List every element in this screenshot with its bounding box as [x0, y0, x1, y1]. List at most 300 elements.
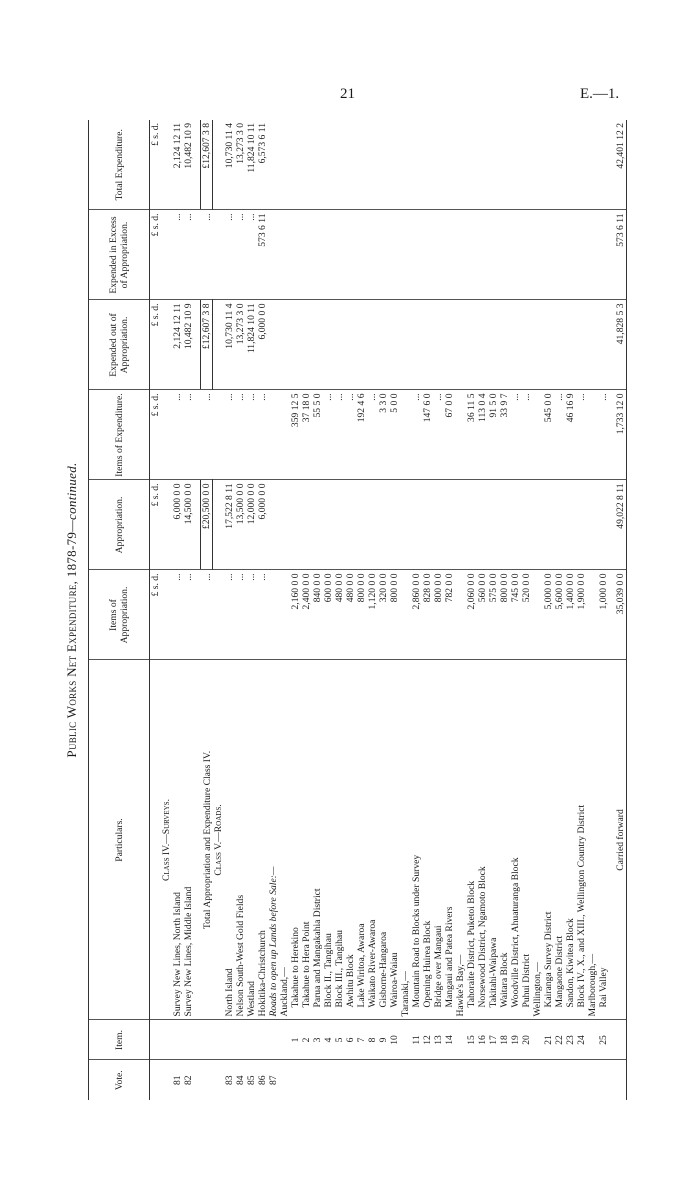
item-cell: 18	[499, 1020, 510, 1060]
items-expenditure-cell: 67 0 0	[444, 390, 455, 480]
particulars-cell: Wellington,—	[532, 660, 543, 1020]
expended-excess-cell	[532, 210, 543, 300]
table-row	[400, 120, 411, 1100]
items-expenditure-cell: ...	[235, 390, 246, 480]
expended-out-cell	[290, 300, 301, 390]
table-row	[488, 120, 499, 1100]
item-cell: 9	[378, 1020, 389, 1060]
expended-excess-cell: 573 6 11	[257, 210, 268, 300]
currency-row	[150, 120, 162, 1100]
expended-out-cell	[576, 300, 587, 390]
vote-cell	[598, 1060, 609, 1100]
table-row	[444, 120, 455, 1100]
total-expenditure-cell	[411, 120, 422, 210]
appropriation-cell	[499, 480, 510, 570]
particulars-cell: Puhui District	[521, 660, 532, 1020]
currency-label: £ s. d.	[150, 570, 162, 660]
vote-cell: 82	[183, 1075, 194, 1086]
table-row	[345, 120, 356, 1100]
total-expenditure-cell	[499, 120, 510, 210]
total-expenditure-cell	[488, 120, 499, 210]
items-expenditure-cell: ...	[411, 390, 422, 480]
appropriation-cell	[290, 480, 301, 570]
page-title	[64, 120, 80, 1100]
items-appropriation-cell: 1,400 0 0	[565, 570, 576, 660]
items-appropriation-cell	[268, 570, 279, 660]
table-row	[356, 120, 367, 1100]
items-expenditure-cell: 113 0 4	[477, 390, 488, 480]
table-row	[422, 120, 433, 1100]
vote-cell	[323, 1060, 334, 1100]
expended-out-cell	[499, 300, 510, 390]
item-cell	[532, 1020, 543, 1060]
item-cell: 8	[367, 1020, 378, 1060]
particulars-cell: Mangaui and Patea Rivers	[444, 660, 455, 1020]
total-expenditure-cell: 6,573 6 11	[257, 120, 268, 210]
vote-cell	[587, 1060, 598, 1100]
particulars-cell: Nelson South-West Gold Fields	[235, 660, 246, 1020]
items-expenditure-cell: ...	[201, 390, 213, 480]
expended-out-cell	[334, 300, 345, 390]
expended-out-cell	[422, 300, 433, 390]
expended-excess-cell	[576, 210, 587, 300]
item-cell	[246, 1020, 257, 1060]
particulars-cell: Parua and Mangakahia District	[312, 660, 323, 1020]
items-expenditure-cell: 5 0 0	[389, 390, 400, 480]
items-appropriation-cell: 1,900 0 0	[576, 570, 587, 660]
item-cell	[224, 1020, 235, 1060]
particulars-cell: Survey New Lines, North Island	[172, 660, 183, 1020]
particulars-cell: Block II., Tangihau	[323, 660, 334, 1020]
vote-cell: 83	[224, 1075, 235, 1086]
class-heading-row	[161, 120, 172, 1100]
expended-out-cell	[345, 300, 356, 390]
particulars-cell: Bridge over Mangaui	[433, 660, 444, 1020]
item-cell	[615, 1020, 627, 1060]
particulars-cell: Norsewood District, Ngamoto Block	[477, 660, 488, 1020]
particulars-cell: Mangaone District	[554, 660, 565, 1020]
expended-excess-cell	[389, 210, 400, 300]
empty-cell	[213, 120, 225, 210]
carried-forward-label: Carried forward	[615, 660, 627, 1020]
table-row	[235, 120, 246, 1100]
expended-excess-cell: ...	[224, 210, 235, 300]
total-expenditure-cell: 10,730 11 4	[224, 120, 235, 210]
expended-out-cell	[598, 300, 609, 390]
item-cell: 17	[488, 1020, 499, 1060]
particulars-cell: Tahoraite District, Puketoi Block	[466, 660, 477, 1020]
appropriation-cell	[477, 480, 488, 570]
expended-out-cell: 10,482 10 9	[183, 300, 194, 390]
items-appropriation-cell: 800 0 0	[389, 570, 400, 660]
expended-excess-cell	[323, 210, 334, 300]
col-total-expenditure: Total Expenditure.	[89, 120, 150, 210]
items-appropriation-cell	[455, 570, 466, 660]
particulars-cell: Lake Wiritoa, Awaroa	[356, 660, 367, 1020]
appropriation-cell	[279, 480, 290, 570]
appropriation-cell: 13,500 0 0	[235, 480, 246, 570]
expended-out-cell	[521, 300, 532, 390]
item-cell: 20	[521, 1020, 532, 1060]
rotated-table-page	[64, 120, 624, 1100]
appropriation-cell	[345, 480, 356, 570]
table-row	[510, 120, 521, 1100]
item-cell	[268, 1020, 279, 1060]
vote-cell: 84	[235, 1075, 246, 1086]
appropriation-cell	[466, 480, 477, 570]
table-row	[389, 120, 400, 1100]
items-expenditure-cell: ...	[510, 390, 521, 480]
expended-out-cell	[466, 300, 477, 390]
items-appropriation-cell: 828 0 0	[422, 570, 433, 660]
item-cell: 13	[433, 1020, 444, 1060]
expended-out-cell	[268, 300, 279, 390]
total-expenditure-cell	[290, 120, 301, 210]
expended-out-cell	[444, 300, 455, 390]
items-appropriation-cell: 840 0 0	[312, 570, 323, 660]
table-row	[246, 120, 257, 1100]
vote-cell	[532, 1060, 543, 1100]
col-items-appropriation: Items of Appropriation.	[89, 570, 150, 660]
total-expenditure-cell	[543, 120, 554, 210]
appropriation-cell	[510, 480, 521, 570]
appropriation-cell	[521, 480, 532, 570]
items-appropriation-cell: ...	[257, 570, 268, 660]
expended-excess-cell: ...	[235, 210, 246, 300]
expended-out-cell	[367, 300, 378, 390]
appropriation-cell: 14,500 0 0	[183, 480, 194, 570]
appropriation-cell	[268, 480, 279, 570]
table-body	[150, 120, 627, 1100]
appropriation-cell: 12,000 0 0	[246, 480, 257, 570]
table-row	[290, 120, 301, 1100]
items-appropriation-cell: 5,000 0 0	[543, 570, 554, 660]
vote-cell	[565, 1060, 576, 1100]
items-appropriation-cell: 5,600 0 0	[554, 570, 565, 660]
carried-expended-out: 41,828 5 3	[615, 300, 627, 390]
vote-cell	[433, 1060, 444, 1100]
particulars-cell: North Island	[224, 660, 235, 1020]
expended-excess-cell	[356, 210, 367, 300]
particulars-cell: Takahue to Hera Point	[301, 660, 312, 1020]
vote-cell	[279, 1060, 290, 1100]
expended-excess-cell: ...	[246, 210, 257, 300]
items-appropriation-cell: 560 0 0	[477, 570, 488, 660]
item-cell: 23	[565, 1020, 576, 1060]
item-cell	[213, 1020, 225, 1060]
item-cell: 19	[510, 1020, 521, 1060]
particulars-cell: Block IV., X., and XIII., Wellington Country District	[576, 660, 587, 1020]
item-cell: 5	[334, 1020, 345, 1060]
header-row	[89, 120, 150, 1100]
item-cell: 6	[345, 1020, 356, 1060]
items-expenditure-cell: 3 3 0	[378, 390, 389, 480]
items-expenditure-cell: ...	[334, 390, 345, 480]
items-expenditure-cell	[400, 390, 411, 480]
items-appropriation-cell: 480 0 0	[334, 570, 345, 660]
items-appropriation-cell: 2,860 0 0	[411, 570, 422, 660]
items-expenditure-cell: ...	[554, 390, 565, 480]
appropriation-cell	[488, 480, 499, 570]
particulars-cell: Takahue to Herekino	[290, 660, 301, 1020]
carried-forward-row	[615, 120, 627, 1100]
appropriation-cell	[587, 480, 598, 570]
table-row	[521, 120, 532, 1100]
expended-excess-cell	[367, 210, 378, 300]
table-row	[543, 120, 554, 1100]
particulars-cell: Takitahi-Waipawa	[488, 660, 499, 1020]
expended-excess-cell	[587, 210, 598, 300]
items-expenditure-cell: ...	[576, 390, 587, 480]
expended-out-cell: 11,824 10 11	[246, 300, 257, 390]
particulars-cell: Hawke's Bay,—	[455, 660, 466, 1020]
table-row	[455, 120, 466, 1100]
carried-items-expenditure: 1,733 12 0	[615, 390, 627, 480]
expended-out-cell	[554, 300, 565, 390]
item-cell	[455, 1020, 466, 1060]
appropriation-cell	[400, 480, 411, 570]
expended-excess-cell	[510, 210, 521, 300]
table-row	[576, 120, 587, 1100]
appropriation-cell	[576, 480, 587, 570]
empty-cell	[213, 300, 225, 390]
item-cell: 15	[466, 1020, 477, 1060]
items-appropriation-cell: ...	[235, 570, 246, 660]
item-cell: 1	[290, 1020, 301, 1060]
expended-out-cell: 10,730 11 4	[224, 300, 235, 390]
items-expenditure-cell	[532, 390, 543, 480]
items-expenditure-cell: 91 5 0	[488, 390, 499, 480]
appropriation-cell	[532, 480, 543, 570]
item-cell: 25	[598, 1020, 609, 1060]
appropriation-cell	[598, 480, 609, 570]
items-expenditure-cell: 147 6 0	[422, 390, 433, 480]
table-row	[334, 120, 345, 1100]
expended-excess-cell	[543, 210, 554, 300]
total-expenditure-cell	[565, 120, 576, 210]
items-expenditure-cell: 36 11 5	[466, 390, 477, 480]
items-expenditure-cell: 545 0 0	[543, 390, 554, 480]
carried-appropriation: 49,022 8 11	[615, 480, 627, 570]
items-expenditure-cell: 192 4 6	[356, 390, 367, 480]
items-expenditure-cell	[587, 390, 598, 480]
expended-excess-cell	[400, 210, 411, 300]
table-row	[224, 120, 235, 1100]
items-expenditure-cell: ...	[598, 390, 609, 480]
expended-excess-cell	[290, 210, 301, 300]
items-expenditure-cell: 46 16 9	[565, 390, 576, 480]
items-appropriation-cell: 1,120 0 0	[367, 570, 378, 660]
expended-out-cell	[488, 300, 499, 390]
appropriation-cell	[455, 480, 466, 570]
expended-out-cell	[455, 300, 466, 390]
table-row	[257, 120, 268, 1100]
items-expenditure-cell: ...	[521, 390, 532, 480]
total-expenditure-cell	[334, 120, 345, 210]
appropriation-cell	[323, 480, 334, 570]
total-label: Total Appropriation and Expenditure Class IV.	[201, 660, 213, 1020]
items-appropriation-cell	[279, 570, 290, 660]
items-expenditure-cell: 359 12 5	[290, 390, 301, 480]
vote-cell	[367, 1060, 378, 1100]
appropriation-cell	[433, 480, 444, 570]
expended-out-cell	[389, 300, 400, 390]
class-v-heading: Class V.—Roads.	[213, 660, 225, 1020]
vote-cell	[334, 1060, 345, 1100]
items-appropriation-cell	[587, 570, 598, 660]
col-expended-excess: Expended in Excess of Appropriation.	[89, 210, 150, 300]
appropriation-cell	[367, 480, 378, 570]
vote-cell	[389, 1060, 400, 1100]
expended-excess-cell: ...	[201, 210, 213, 300]
table-row	[183, 120, 194, 1100]
expended-excess-cell	[334, 210, 345, 300]
item-cell	[257, 1020, 268, 1060]
items-expenditure-cell: ...	[246, 390, 257, 480]
currency-label: £ s. d.	[150, 210, 162, 300]
expended-out-cell: 2,124 12 11	[172, 300, 183, 390]
expended-out-cell	[477, 300, 488, 390]
total-expenditure-cell	[268, 120, 279, 210]
items-appropriation-cell: 480 0 0	[345, 570, 356, 660]
vote-cell	[345, 1060, 356, 1100]
items-expenditure-cell: ...	[433, 390, 444, 480]
table-row	[598, 120, 609, 1100]
expended-out-cell: 13,273 3 0	[235, 300, 246, 390]
table-row	[565, 120, 576, 1100]
total-expenditure-cell	[345, 120, 356, 210]
expended-excess-cell	[301, 210, 312, 300]
total-expenditure-cell	[598, 120, 609, 210]
total-expenditure-cell	[389, 120, 400, 210]
particulars-cell: Opening Huirea Block	[422, 660, 433, 1020]
particulars-cell: Waikato River-Awaroa	[367, 660, 378, 1020]
item-cell: 12	[422, 1020, 433, 1060]
vote-cell	[488, 1060, 499, 1100]
particulars-cell: Kairanga Survey District	[543, 660, 554, 1020]
expended-out-cell	[400, 300, 411, 390]
items-appropriation-cell: ...	[201, 570, 213, 660]
item-cell	[400, 1020, 411, 1060]
items-appropriation-cell: ...	[246, 570, 257, 660]
table-row	[433, 120, 444, 1100]
items-appropriation-cell: ...	[172, 570, 183, 660]
total-expenditure-cell	[400, 120, 411, 210]
col-appropriation: Appropriation.	[89, 480, 150, 570]
table-row	[312, 120, 323, 1100]
vote-cell	[499, 1060, 510, 1100]
expended-out-cell	[323, 300, 334, 390]
expended-excess-cell	[411, 210, 422, 300]
total-expended-out: £12,607 3 8	[201, 300, 213, 390]
vote-cell	[301, 1060, 312, 1100]
col-expended-out: Expended out of Appropriation.	[89, 300, 150, 390]
expended-excess-cell	[444, 210, 455, 300]
carried-items-appropriation: 35,039 0 0	[615, 570, 627, 660]
item-cell	[235, 1020, 246, 1060]
expended-excess-cell	[268, 210, 279, 300]
items-appropriation-cell	[532, 570, 543, 660]
items-appropriation-cell: ...	[183, 570, 194, 660]
total-expenditure-cell	[477, 120, 488, 210]
particulars-cell: Roads to open up Lands before Sale:—	[268, 660, 279, 1020]
vote-cell	[356, 1060, 367, 1100]
items-appropriation-cell: 1,000 0 0	[598, 570, 609, 660]
items-expenditure-cell: 33 9 7	[499, 390, 510, 480]
item-cell: 11	[411, 1020, 422, 1060]
total-expenditure: £12,607 3 8	[201, 120, 213, 210]
total-expenditure-cell	[587, 120, 598, 210]
appropriation-cell: 6,000 0 0	[172, 480, 183, 570]
expended-excess-cell	[312, 210, 323, 300]
expended-out-cell	[301, 300, 312, 390]
currency-label: £ s. d.	[150, 390, 162, 480]
empty-cell	[213, 480, 225, 570]
table-row	[378, 120, 389, 1100]
items-expenditure-cell: 55 5 0	[312, 390, 323, 480]
table-row	[499, 120, 510, 1100]
title-main: Public Works Net Expenditure, 1878-79	[64, 531, 79, 758]
table-row	[268, 120, 279, 1100]
particulars-cell: Taranaki,—	[400, 660, 411, 1020]
total-expenditure-cell	[521, 120, 532, 210]
appropriation-cell	[301, 480, 312, 570]
items-appropriation-cell	[400, 570, 411, 660]
particulars-cell: Hokitika-Christchurch	[257, 660, 268, 1020]
items-expenditure-cell: ...	[367, 390, 378, 480]
particulars-cell: Wairoa-Waiau	[389, 660, 400, 1020]
total-appropriation: £20,500 0 0	[201, 480, 213, 570]
particulars-cell: Gisborne-Hangaroa	[378, 660, 389, 1020]
empty-cell	[213, 390, 225, 480]
item-cell: 10	[389, 1020, 400, 1060]
expended-out-cell	[587, 300, 598, 390]
items-appropriation-cell: 2,400 0 0	[301, 570, 312, 660]
vote-cell	[576, 1060, 587, 1100]
particulars-cell: Westland	[246, 660, 257, 1020]
class-iv-total-row	[201, 120, 213, 1100]
table-row	[477, 120, 488, 1100]
total-expenditure-cell	[444, 120, 455, 210]
expended-excess-cell	[345, 210, 356, 300]
total-expenditure-cell	[323, 120, 334, 210]
particulars-cell: Waitara Block	[499, 660, 510, 1020]
expended-excess-cell	[433, 210, 444, 300]
appropriation-cell	[356, 480, 367, 570]
items-expenditure-cell: ...	[345, 390, 356, 480]
appropriation-cell	[334, 480, 345, 570]
vote-cell: 86	[257, 1075, 268, 1086]
expended-excess-cell	[455, 210, 466, 300]
table-row	[554, 120, 565, 1100]
vote-cell	[213, 1060, 225, 1100]
vote-cell	[378, 1060, 389, 1100]
particulars-cell: Survey New Lines, Middle Island	[183, 660, 194, 1020]
total-expenditure-cell	[433, 120, 444, 210]
expenditure-table	[88, 120, 627, 1100]
item-cell: 16	[477, 1020, 488, 1060]
particulars-cell: Woodville District, Ahuaturanga Block	[510, 660, 521, 1020]
page-reference: E.—1.	[580, 86, 620, 102]
total-expenditure-cell	[367, 120, 378, 210]
carried-expended-excess: 573 6 11	[615, 210, 627, 300]
particulars-cell: Sandon, Kiwitea Block	[565, 660, 576, 1020]
total-expenditure-cell	[455, 120, 466, 210]
items-appropriation-cell: 2,160 0 0	[290, 570, 301, 660]
vote-cell	[466, 1060, 477, 1100]
expended-out-cell	[356, 300, 367, 390]
expended-excess-cell	[565, 210, 576, 300]
